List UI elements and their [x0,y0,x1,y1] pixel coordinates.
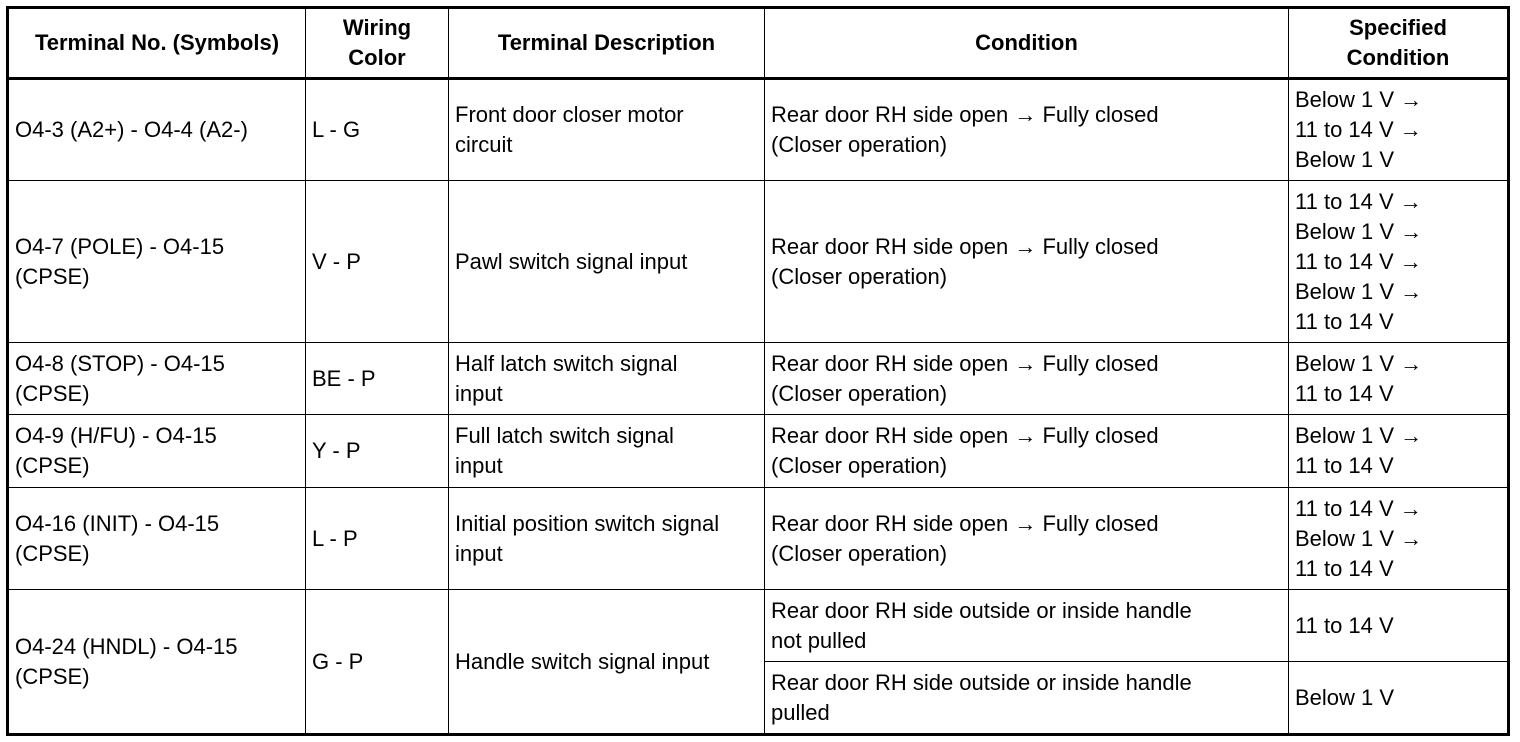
table-row [8,181,1509,343]
table-header-row [8,8,1509,79]
header-wiring-color: Wiring Color [306,8,449,79]
cell-terminal: O4-8 (STOP) - O4-15 (CPSE) [8,343,306,415]
cell-condition: Rear door RH side open → Fully closed (Closer operation) [765,488,1289,590]
cell-specified-condition: Below 1 V → 11 to 14 V [1289,343,1509,415]
cell-wiring-color: G - P [306,590,449,735]
cell-specified-condition: 11 to 14 V → Below 1 V → 11 to 14 V → Below 1 V → 11 to 14 V [1289,181,1509,343]
table-row [8,415,1509,488]
header-specified-condition: Specified Condition [1289,8,1509,79]
terminal-spec-table [6,6,1510,736]
cell-terminal: O4-16 (INIT) - O4-15 (CPSE) [8,488,306,590]
cell-specified-condition: Below 1 V → 11 to 14 V → Below 1 V [1289,79,1509,181]
header-terminal-description: Terminal Description [449,8,765,79]
cell-description: Initial position switch signal input [449,488,765,590]
cell-condition: Rear door RH side open → Fully closed (Closer operation) [765,181,1289,343]
cell-terminal: O4-7 (POLE) - O4-15 (CPSE) [8,181,306,343]
cell-terminal: O4-9 (H/FU) - O4-15 (CPSE) [8,415,306,488]
cell-condition: Rear door RH side outside or inside handle pulled [765,662,1289,735]
cell-wiring-color: Y - P [306,415,449,488]
cell-description: Handle switch signal input [449,590,765,735]
cell-description: Front door closer motor circuit [449,79,765,181]
cell-specified-condition: Below 1 V → 11 to 14 V [1289,415,1509,488]
cell-condition: Rear door RH side open → Fully closed (Closer operation) [765,343,1289,415]
cell-description: Half latch switch signal input [449,343,765,415]
cell-specified-condition: Below 1 V [1289,662,1509,735]
cell-specified-condition: 11 to 14 V [1289,590,1509,662]
cell-condition: Rear door RH side outside or inside handle not pulled [765,590,1289,662]
cell-wiring-color: BE - P [306,343,449,415]
cell-condition: Rear door RH side open → Fully closed (Closer operation) [765,79,1289,181]
table-row [8,343,1509,415]
table-row [8,79,1509,181]
cell-condition: Rear door RH side open → Fully closed (Closer operation) [765,415,1289,488]
cell-description: Full latch switch signal input [449,415,765,488]
cell-wiring-color: L - P [306,488,449,590]
cell-wiring-color: L - G [306,79,449,181]
cell-terminal: O4-3 (A2+) - O4-4 (A2-) [8,79,306,181]
cell-wiring-color: V - P [306,181,449,343]
cell-description: Pawl switch signal input [449,181,765,343]
header-condition: Condition [765,8,1289,79]
table-row [8,488,1509,590]
header-terminal: Terminal No. (Symbols) [8,8,306,79]
table-row [8,590,1509,662]
cell-specified-condition: 11 to 14 V → Below 1 V → 11 to 14 V [1289,488,1509,590]
cell-terminal: O4-24 (HNDL) - O4-15 (CPSE) [8,590,306,735]
